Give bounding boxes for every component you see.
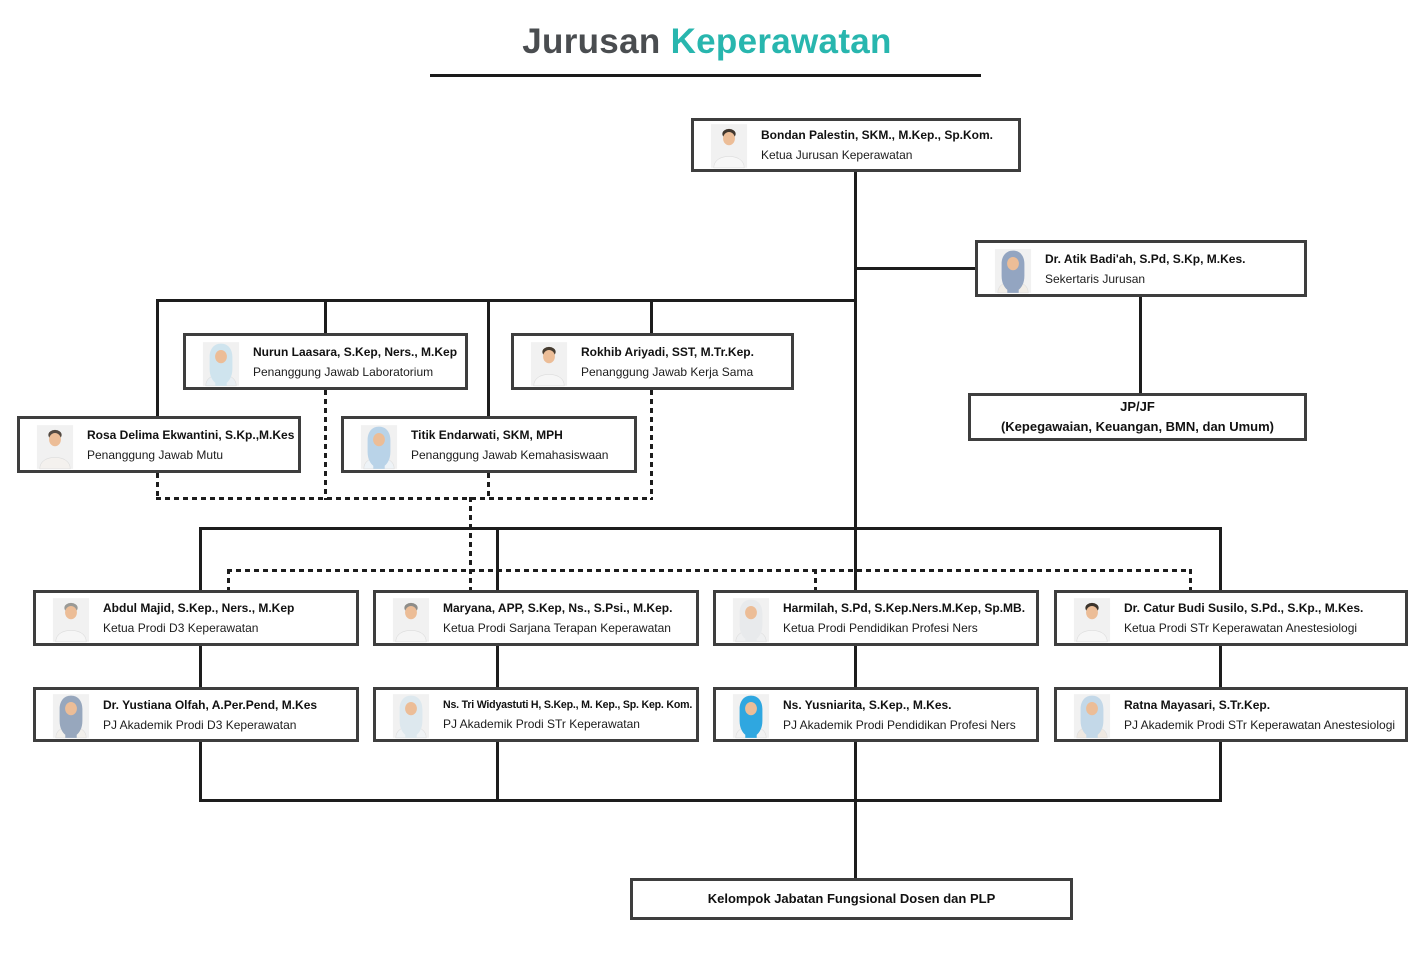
connector-prodi-row-horizontal [199,527,1222,530]
person-card-pj-akademik-anestesiologi [1054,687,1408,742]
connector-to-sekertaris [854,267,976,270]
page-title [0,22,1414,62]
person-name: Dr. Yustiana Olfah, A.Per.Pend, M.Kes [103,697,318,712]
person-role: Sekertaris Jurusan [1045,271,1146,286]
kelompok-label: Kelompok Jabatan Fungsional Dosen dan PLP [707,890,996,906]
person-role: PJ Akademik Prodi STr Keperawatan Anestesiologi [1124,717,1396,732]
portrait-photo [52,597,90,643]
person-name: Ns. Yusniarita, S.Kep., M.Kes. [783,697,952,712]
connector-drop-anestesiologi [1219,527,1222,591]
person-card-pj-akademik-str [373,687,699,742]
person-card-ketua-jurusan [691,118,1021,172]
person-card-pj-akademik-ners [713,687,1039,742]
connector-pj-str-down [496,742,499,802]
person-role: Ketua Prodi Sarjana Terapan Keperawatan [443,621,671,635]
dashed-prodi-horizontal [227,569,1192,572]
person-role: Penanggung Jawab Kerja Sama [581,364,754,379]
dashed-kemahasiswaan-down [487,473,490,500]
person-card-pj-kemahasiswaan [341,416,637,473]
title-underline [430,74,981,77]
unit-box-kelompok-fungsional [630,878,1073,920]
connector-d3-to-pj [199,645,202,688]
person-name: Nurun Laasara, S.Kep, Ners., M.Kep [253,344,458,359]
person-role: Penanggung Jawab Mutu [87,447,224,462]
person-card-ketua-d3 [33,590,359,646]
person-role: Penanggung Jawab Kemahasiswaan [411,447,609,462]
person-role: PJ Akademik Prodi D3 Keperawatan [103,717,297,732]
portrait-photo [1073,693,1111,739]
person-card-ketua-profesi-ners [713,590,1039,646]
portrait-photo [994,248,1032,294]
connector-drop-laboratorium [324,299,327,334]
dashed-mutu-down [156,473,159,500]
jpjf-line1: JP/JF [1120,398,1155,414]
person-name: Ns. Tri Widyastuti H, S.Kep., M. Kep., Sp. Kep. Kom. [443,698,693,711]
person-role: Ketua Prodi D3 Keperawatan [103,621,259,635]
dashed-kerjasama-down [650,390,653,500]
person-role: Ketua Jurusan Keperawatan [761,148,913,162]
person-name: Maryana, APP, S.Kep, Ns., S.Psi., M.Kep. [443,601,673,615]
portrait-photo [36,424,74,470]
person-card-ketua-sarjana-terapan [373,590,699,646]
connector-drop-mutu [156,299,159,417]
person-card-sekertaris [975,240,1307,297]
dashed-drop-anestesiologi [1189,569,1192,591]
person-card-ketua-anestesiologi [1054,590,1408,646]
person-card-pj-kerja-sama [511,333,794,390]
person-card-pj-akademik-d3 [33,687,359,742]
person-name: Titik Endarwati, SKM, MPH [411,427,563,442]
portrait-photo [732,597,770,643]
unit-box-jpjf [968,393,1307,441]
title-word-jurusan: Jurusan [522,22,661,61]
portrait-photo [52,693,90,739]
person-name: Harmilah, S.Pd, S.Kep.Ners.M.Kep, Sp.MB. [783,601,1026,615]
person-name: Dr. Catur Budi Susilo, S.Pd., S.Kp., M.Kes. [1124,601,1364,615]
person-card-pj-laboratorium [183,333,468,390]
connector-bottom-horizontal [199,799,1222,802]
connector-drop-sarjana-terapan [496,527,499,591]
connector-pj-d3-down [199,742,202,802]
person-role: Ketua Prodi STr Keperawatan Anestesiologi [1124,621,1358,635]
connector-to-kelompok [854,799,857,879]
connector-ners-to-pj [854,645,857,688]
dashed-drop-d3 [227,569,230,591]
title-word-keperawatan: Keperawatan [670,22,892,61]
portrait-photo [530,341,568,387]
portrait-photo [1073,597,1111,643]
portrait-photo [732,693,770,739]
connector-pj-anest-down [1219,742,1222,802]
person-name: Rokhib Ariyadi, SST, M.Tr.Kep. [581,344,754,359]
dashed-laboratorium-down [324,390,327,500]
connector-anest-to-pj [1219,645,1222,688]
dashed-pj-group-horizontal [156,497,653,500]
connector-sekertaris-to-jpjf [1139,297,1142,393]
dashed-group-to-prodi [469,497,472,591]
portrait-photo [392,597,430,643]
portrait-photo [710,123,748,169]
person-card-pj-mutu [17,416,301,473]
person-name: Ratna Mayasari, S.Tr.Kep. [1124,697,1271,712]
connector-drop-kemahasiswaan [487,299,490,417]
portrait-photo [202,341,240,387]
person-name: Dr. Atik Badi'ah, S.Pd, S.Kp, M.Kes. [1045,251,1246,266]
person-role: PJ Akademik Prodi Pendidikan Profesi Ners [783,717,1016,732]
connector-str-to-pj [496,645,499,688]
portrait-photo [392,693,430,739]
person-role: Penanggung Jawab Laboratorium [253,364,434,379]
person-role: Ketua Prodi Pendidikan Profesi Ners [783,621,978,635]
person-name: Abdul Majid, S.Kep., Ners., M.Kep [103,601,295,615]
person-name: Rosa Delima Ekwantini, S.Kp.,M.Kes [87,427,295,442]
jpjf-line2: (Kepegawaian, Keuangan, BMN, dan Umum) [1000,419,1275,434]
connector-drop-d3 [199,527,202,591]
connector-pj-ners-down [854,742,857,802]
dashed-drop-ners [814,569,817,591]
person-name: Bondan Palestin, SKM., M.Kep., Sp.Kom. [761,128,994,142]
portrait-photo [360,424,398,470]
person-role: PJ Akademik Prodi STr Keperawatan [443,716,640,731]
connector-pj-row-horizontal [156,299,857,302]
connector-drop-kerjasama [650,299,653,334]
